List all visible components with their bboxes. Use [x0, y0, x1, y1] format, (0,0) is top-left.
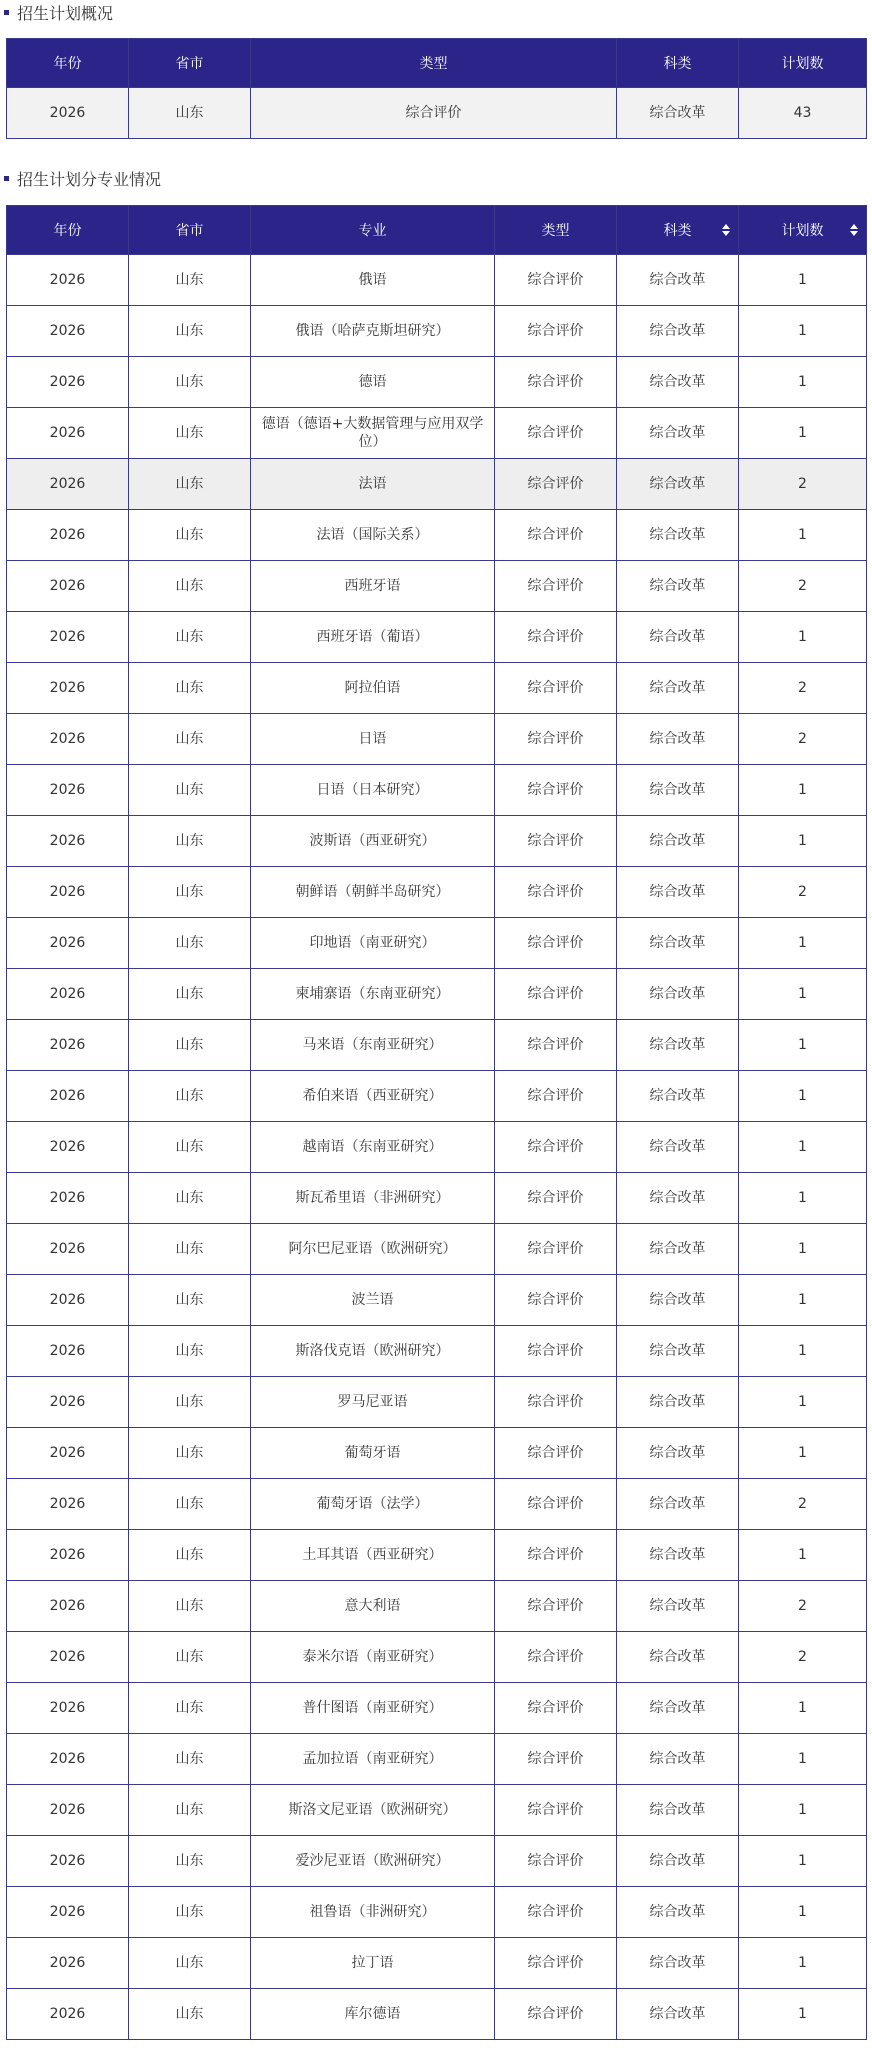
cell-count: 2: [739, 1581, 867, 1632]
cell-major: 朝鲜语（朝鲜半岛研究）: [251, 867, 495, 918]
cell-province: 山东: [129, 1581, 251, 1632]
cell-major: 拉丁语: [251, 1938, 495, 1989]
cell-count: 1: [739, 1683, 867, 1734]
col-header-year: 年份: [7, 206, 129, 255]
table-row: [7, 1581, 867, 1632]
cell-count: 1: [739, 1836, 867, 1887]
cell-count: 1: [739, 1275, 867, 1326]
cell-count: 2: [739, 663, 867, 714]
cell-category: 综合改革: [617, 1887, 739, 1938]
cell-major: 普什图语（南亚研究）: [251, 1683, 495, 1734]
cell-category: 综合改革: [617, 663, 739, 714]
table-row: [7, 1683, 867, 1734]
cell-category: 综合改革: [617, 1377, 739, 1428]
cell-year: 2026: [7, 88, 129, 139]
col-header-category: 科类: [617, 39, 739, 88]
table-row: [7, 1122, 867, 1173]
cell-count: 1: [739, 612, 867, 663]
cell-year: 2026: [7, 1785, 129, 1836]
table-row: [7, 357, 867, 408]
cell-count: 1: [739, 1224, 867, 1275]
overview-title: 招生计划概况: [17, 3, 114, 23]
table-row: [7, 1275, 867, 1326]
cell-major: 德语（德语+大数据管理与应用双学位）: [251, 408, 495, 459]
table-row: [7, 1020, 867, 1071]
cell-type: 综合评价: [495, 969, 617, 1020]
table-row: [7, 561, 867, 612]
cell-type: 综合评价: [495, 1938, 617, 1989]
cell-category: 综合改革: [617, 1428, 739, 1479]
cell-year: 2026: [7, 255, 129, 306]
cell-count: 1: [739, 1938, 867, 1989]
cell-category: 综合改革: [617, 1989, 739, 2040]
cell-province: 山东: [129, 612, 251, 663]
cell-type: 综合评价: [495, 612, 617, 663]
table-row: [7, 306, 867, 357]
cell-category: 综合改革: [617, 714, 739, 765]
cell-year: 2026: [7, 714, 129, 765]
cell-count: 1: [739, 255, 867, 306]
cell-type: 综合评价: [495, 1326, 617, 1377]
cell-count: 1: [739, 1785, 867, 1836]
cell-category: 综合改革: [617, 867, 739, 918]
col-header-count: 计划数: [739, 39, 867, 88]
col-header-category-label: 科类: [663, 223, 692, 239]
cell-province: 山东: [129, 1632, 251, 1683]
cell-category: 综合改革: [617, 306, 739, 357]
cell-category: 综合改革: [617, 510, 739, 561]
cell-year: 2026: [7, 510, 129, 561]
table-row: [7, 1173, 867, 1224]
cell-major: 斯瓦希里语（非洲研究）: [251, 1173, 495, 1224]
cell-major: 斯洛文尼亚语（欧洲研究）: [251, 1785, 495, 1836]
cell-major: 波斯语（西亚研究）: [251, 816, 495, 867]
cell-province: 山东: [129, 306, 251, 357]
cell-count: 1: [739, 1326, 867, 1377]
cell-category: 综合改革: [617, 255, 739, 306]
cell-year: 2026: [7, 357, 129, 408]
cell-category: 综合改革: [617, 408, 739, 459]
cell-type: 综合评价: [495, 1683, 617, 1734]
cell-category: 综合改革: [617, 765, 739, 816]
cell-major: 泰米尔语（南亚研究）: [251, 1632, 495, 1683]
table-row: [7, 1734, 867, 1785]
cell-year: 2026: [7, 1683, 129, 1734]
cell-type: 综合评价: [495, 408, 617, 459]
cell-province: 山东: [129, 1326, 251, 1377]
cell-category: 综合改革: [617, 1224, 739, 1275]
sort-icon[interactable]: [850, 223, 858, 237]
cell-count: 2: [739, 1632, 867, 1683]
cell-major: 孟加拉语（南亚研究）: [251, 1734, 495, 1785]
cell-year: 2026: [7, 1479, 129, 1530]
table-row: [7, 408, 867, 459]
cell-count: 1: [739, 357, 867, 408]
cell-province: 山东: [129, 714, 251, 765]
cell-count: 1: [739, 1071, 867, 1122]
cell-major: 斯洛伐克语（欧洲研究）: [251, 1326, 495, 1377]
cell-year: 2026: [7, 1938, 129, 1989]
cell-province: 山东: [129, 918, 251, 969]
cell-year: 2026: [7, 1275, 129, 1326]
cell-count: 1: [739, 1428, 867, 1479]
cell-category: 综合改革: [617, 1071, 739, 1122]
table-row: [7, 1479, 867, 1530]
cell-major: 罗马尼亚语: [251, 1377, 495, 1428]
cell-province: 山东: [129, 357, 251, 408]
cell-major: 祖鲁语（非洲研究）: [251, 1887, 495, 1938]
cell-type: 综合评价: [495, 1020, 617, 1071]
table-row: [7, 969, 867, 1020]
cell-type: 综合评价: [495, 1785, 617, 1836]
cell-type: 综合评价: [495, 255, 617, 306]
cell-province: 山东: [129, 816, 251, 867]
cell-type: 综合评价: [495, 1377, 617, 1428]
cell-province: 山东: [129, 1071, 251, 1122]
cell-type: 综合评价: [495, 1275, 617, 1326]
cell-type: 综合评价: [495, 765, 617, 816]
cell-year: 2026: [7, 918, 129, 969]
cell-year: 2026: [7, 459, 129, 510]
cell-category: 综合改革: [617, 918, 739, 969]
cell-major: 库尔德语: [251, 1989, 495, 2040]
cell-type: 综合评价: [495, 1071, 617, 1122]
table-row: [7, 867, 867, 918]
cell-province: 山东: [129, 1887, 251, 1938]
cell-type: 综合评价: [495, 459, 617, 510]
cell-major: 葡萄牙语（法学）: [251, 1479, 495, 1530]
sort-icon[interactable]: [722, 223, 730, 237]
table-row: [7, 88, 867, 139]
cell-year: 2026: [7, 1377, 129, 1428]
majors-heading: [4, 166, 161, 190]
cell-year: 2026: [7, 1530, 129, 1581]
cell-province: 山东: [129, 1683, 251, 1734]
cell-count: 1: [739, 1020, 867, 1071]
table-row: [7, 816, 867, 867]
cell-year: 2026: [7, 1989, 129, 2040]
cell-category: 综合改革: [617, 1581, 739, 1632]
cell-year: 2026: [7, 765, 129, 816]
col-header-major: 专业: [251, 206, 495, 255]
cell-year: 2026: [7, 1632, 129, 1683]
cell-type: 综合评价: [495, 561, 617, 612]
cell-count: 2: [739, 1479, 867, 1530]
cell-category: 综合改革: [617, 561, 739, 612]
col-header-category-sortable[interactable]: [617, 206, 739, 255]
majors-title: 招生计划分专业情况: [17, 169, 162, 189]
table-row: [7, 1785, 867, 1836]
cell-province: 山东: [129, 1938, 251, 1989]
cell-count: 1: [739, 1377, 867, 1428]
cell-type: 综合评价: [495, 1479, 617, 1530]
cell-type: 综合评价: [495, 1632, 617, 1683]
table-row: [7, 1836, 867, 1887]
cell-type: 综合评价: [495, 1122, 617, 1173]
cell-year: 2026: [7, 867, 129, 918]
cell-major: 西班牙语: [251, 561, 495, 612]
cell-province: 山东: [129, 459, 251, 510]
cell-province: 山东: [129, 1224, 251, 1275]
cell-type: 综合评价: [495, 1581, 617, 1632]
cell-type: 综合评价: [495, 1428, 617, 1479]
cell-type: 综合评价: [495, 816, 617, 867]
table-row: [7, 918, 867, 969]
cell-type: 综合评价: [495, 1836, 617, 1887]
cell-year: 2026: [7, 1581, 129, 1632]
cell-major: 马来语（东南亚研究）: [251, 1020, 495, 1071]
cell-province: 山东: [129, 1479, 251, 1530]
cell-province: 山东: [129, 408, 251, 459]
table-row: [7, 765, 867, 816]
cell-type: 综合评价: [495, 1734, 617, 1785]
cell-year: 2026: [7, 1020, 129, 1071]
majors-table: [6, 205, 867, 2040]
cell-major: 日语（日本研究）: [251, 765, 495, 816]
cell-type: 综合评价: [495, 1989, 617, 2040]
cell-province: 山东: [129, 1173, 251, 1224]
majors-header-row: [7, 206, 867, 255]
cell-province: 山东: [129, 1275, 251, 1326]
cell-year: 2026: [7, 1836, 129, 1887]
cell-category: 综合改革: [617, 1938, 739, 1989]
cell-count: 1: [739, 1887, 867, 1938]
table-row: [7, 1632, 867, 1683]
cell-major: 西班牙语（葡语）: [251, 612, 495, 663]
cell-province: 山东: [129, 1989, 251, 2040]
cell-major: 葡萄牙语: [251, 1428, 495, 1479]
cell-major: 日语: [251, 714, 495, 765]
cell-province: 山东: [129, 663, 251, 714]
cell-count: 1: [739, 1122, 867, 1173]
col-header-count-label: 计划数: [781, 223, 824, 239]
cell-major: 德语: [251, 357, 495, 408]
cell-major: 土耳其语（西亚研究）: [251, 1530, 495, 1581]
cell-category: 综合改革: [617, 1122, 739, 1173]
cell-count: 1: [739, 918, 867, 969]
majors-table-body: [7, 255, 867, 2040]
cell-type: 综合评价: [251, 88, 617, 139]
table-row: [7, 1326, 867, 1377]
cell-province: 山东: [129, 1428, 251, 1479]
cell-year: 2026: [7, 306, 129, 357]
cell-province: 山东: [129, 1530, 251, 1581]
cell-count: 1: [739, 1173, 867, 1224]
cell-count: 2: [739, 561, 867, 612]
cell-year: 2026: [7, 1428, 129, 1479]
cell-category: 综合改革: [617, 1275, 739, 1326]
cell-major: 俄语: [251, 255, 495, 306]
cell-type: 综合评价: [495, 918, 617, 969]
cell-type: 综合评价: [495, 306, 617, 357]
cell-major: 印地语（南亚研究）: [251, 918, 495, 969]
cell-province: 山东: [129, 867, 251, 918]
cell-type: 综合评价: [495, 867, 617, 918]
col-header-year: 年份: [7, 39, 129, 88]
table-row: [7, 459, 867, 510]
cell-count: 1: [739, 306, 867, 357]
cell-category: 综合改革: [617, 1479, 739, 1530]
col-header-count-sortable[interactable]: [739, 206, 867, 255]
cell-year: 2026: [7, 1071, 129, 1122]
table-row: [7, 1530, 867, 1581]
cell-category: 综合改革: [617, 816, 739, 867]
cell-category: 综合改革: [617, 1632, 739, 1683]
cell-category: 综合改革: [617, 357, 739, 408]
overview-header-row: [7, 39, 867, 88]
overview-heading: [4, 0, 113, 24]
cell-count: 1: [739, 969, 867, 1020]
cell-year: 2026: [7, 1734, 129, 1785]
cell-category: 综合改革: [617, 1683, 739, 1734]
cell-type: 综合评价: [495, 1224, 617, 1275]
cell-year: 2026: [7, 1224, 129, 1275]
cell-category: 综合改革: [617, 1530, 739, 1581]
cell-count: 2: [739, 714, 867, 765]
cell-year: 2026: [7, 561, 129, 612]
cell-type: 综合评价: [495, 357, 617, 408]
table-row: [7, 663, 867, 714]
cell-province: 山东: [129, 1122, 251, 1173]
cell-province: 山东: [129, 1020, 251, 1071]
cell-year: 2026: [7, 969, 129, 1020]
cell-type: 综合评价: [495, 714, 617, 765]
cell-province: 山东: [129, 1785, 251, 1836]
cell-province: 山东: [129, 765, 251, 816]
cell-count: 1: [739, 408, 867, 459]
cell-major: 阿拉伯语: [251, 663, 495, 714]
cell-count: 1: [739, 1734, 867, 1785]
cell-year: 2026: [7, 1173, 129, 1224]
cell-major: 越南语（东南亚研究）: [251, 1122, 495, 1173]
cell-province: 山东: [129, 1836, 251, 1887]
cell-province: 山东: [129, 1377, 251, 1428]
cell-type: 综合评价: [495, 1887, 617, 1938]
cell-province: 山东: [129, 969, 251, 1020]
table-row: [7, 1377, 867, 1428]
cell-province: 山东: [129, 561, 251, 612]
cell-year: 2026: [7, 1326, 129, 1377]
cell-count: 1: [739, 1989, 867, 2040]
cell-category: 综合改革: [617, 612, 739, 663]
col-header-type: 类型: [495, 206, 617, 255]
table-row: [7, 510, 867, 561]
cell-count: 1: [739, 816, 867, 867]
col-header-province: 省市: [129, 39, 251, 88]
cell-year: 2026: [7, 612, 129, 663]
cell-major: 爱沙尼亚语（欧洲研究）: [251, 1836, 495, 1887]
cell-count: 1: [739, 1530, 867, 1581]
table-row: [7, 1938, 867, 1989]
cell-category: 综合改革: [617, 1173, 739, 1224]
cell-count: 2: [739, 459, 867, 510]
cell-type: 综合评价: [495, 1173, 617, 1224]
table-row: [7, 1989, 867, 2040]
cell-year: 2026: [7, 1887, 129, 1938]
table-row: [7, 255, 867, 306]
cell-category: 综合改革: [617, 1020, 739, 1071]
cell-category: 综合改革: [617, 1326, 739, 1377]
cell-category: 综合改革: [617, 1734, 739, 1785]
cell-count: 1: [739, 510, 867, 561]
cell-major: 希伯来语（西亚研究）: [251, 1071, 495, 1122]
cell-major: 意大利语: [251, 1581, 495, 1632]
cell-province: 山东: [129, 88, 251, 139]
cell-year: 2026: [7, 816, 129, 867]
col-header-province: 省市: [129, 206, 251, 255]
table-row: [7, 612, 867, 663]
cell-year: 2026: [7, 408, 129, 459]
table-row: [7, 1071, 867, 1122]
table-row: [7, 1224, 867, 1275]
cell-major: 法语: [251, 459, 495, 510]
cell-type: 综合评价: [495, 510, 617, 561]
square-bullet-icon: [4, 176, 9, 181]
cell-major: 法语（国际关系）: [251, 510, 495, 561]
cell-year: 2026: [7, 663, 129, 714]
cell-major: 俄语（哈萨克斯坦研究）: [251, 306, 495, 357]
table-row: [7, 714, 867, 765]
cell-category: 综合改革: [617, 459, 739, 510]
overview-table: [6, 38, 867, 139]
cell-major: 波兰语: [251, 1275, 495, 1326]
cell-count: 43: [739, 88, 867, 139]
cell-province: 山东: [129, 510, 251, 561]
table-row: [7, 1887, 867, 1938]
cell-major: 柬埔寨语（东南亚研究）: [251, 969, 495, 1020]
col-header-type: 类型: [251, 39, 617, 88]
cell-count: 1: [739, 765, 867, 816]
cell-province: 山东: [129, 255, 251, 306]
cell-province: 山东: [129, 1734, 251, 1785]
cell-type: 综合评价: [495, 663, 617, 714]
cell-category: 综合改革: [617, 1836, 739, 1887]
cell-year: 2026: [7, 1122, 129, 1173]
table-row: [7, 1428, 867, 1479]
cell-count: 2: [739, 867, 867, 918]
cell-category: 综合改革: [617, 1785, 739, 1836]
cell-category: 综合改革: [617, 88, 739, 139]
cell-category: 综合改革: [617, 969, 739, 1020]
cell-major: 阿尔巴尼亚语（欧洲研究）: [251, 1224, 495, 1275]
square-bullet-icon: [4, 10, 9, 15]
cell-type: 综合评价: [495, 1530, 617, 1581]
